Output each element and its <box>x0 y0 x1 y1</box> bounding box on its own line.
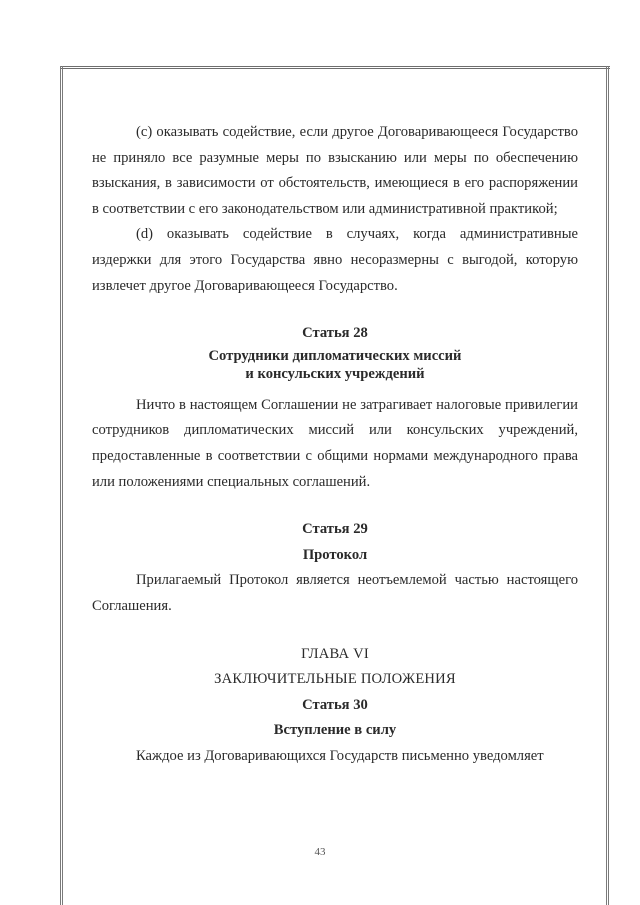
article-29-title: Протокол <box>302 546 368 563</box>
spacer <box>92 620 578 642</box>
page-frame-left-border <box>60 66 67 905</box>
article-29-heading: Статья 29 <box>302 521 368 538</box>
page-number: 43 <box>314 846 326 858</box>
chapter-title: ЗАКЛЮЧИТЕЛЬНЫЕ ПОЛОЖЕНИЯ <box>214 671 456 688</box>
paragraph-item-c: (c) оказывать содействие, если другое Договаривающееся Государство не приняло все разумные меры по взысканию или меры по обеспечению взыскания, в зависимости от обстоятельств, имеющиеся в его распоряжении в соответствии с его законодательством или административной практикой; <box>92 124 578 217</box>
article-28-title-line2: и консульских учреждений <box>245 365 425 382</box>
paragraph-item-d: (d) оказывать содействие в случаях, когда административные издержки для этого Государства явно несоразмерны с выгодой, которую извлечет другое Договаривающееся Государство. <box>92 226 578 294</box>
page-frame-right-border <box>602 66 609 905</box>
article-28-title-line1: Сотрудники дипломатических миссий <box>208 347 462 364</box>
article-28-body: Ничто в настоящем Соглашении не затрагивает налоговые привилегии сотрудников дипломатических миссий или консульских учреждений, предоставленные в соответствии с общими нормами международного права или положениями специальных соглашений. <box>92 396 578 490</box>
article-30-heading: Статья 30 <box>302 696 368 713</box>
chapter-heading: ГЛАВА VI <box>301 645 369 662</box>
document-body <box>92 120 578 769</box>
article-28-heading: Статья 28 <box>302 325 368 342</box>
article-30-body: Каждое из Договаривающихся Государств письменно уведомляет <box>136 747 544 764</box>
article-30-title: Вступление в силу <box>273 722 397 739</box>
page-frame-top-border <box>60 66 610 74</box>
spacer <box>92 299 578 321</box>
article-29-body: Прилагаемый Протокол является неотъемлемой частью настоящего Соглашения. <box>92 572 578 614</box>
spacer <box>92 495 578 517</box>
